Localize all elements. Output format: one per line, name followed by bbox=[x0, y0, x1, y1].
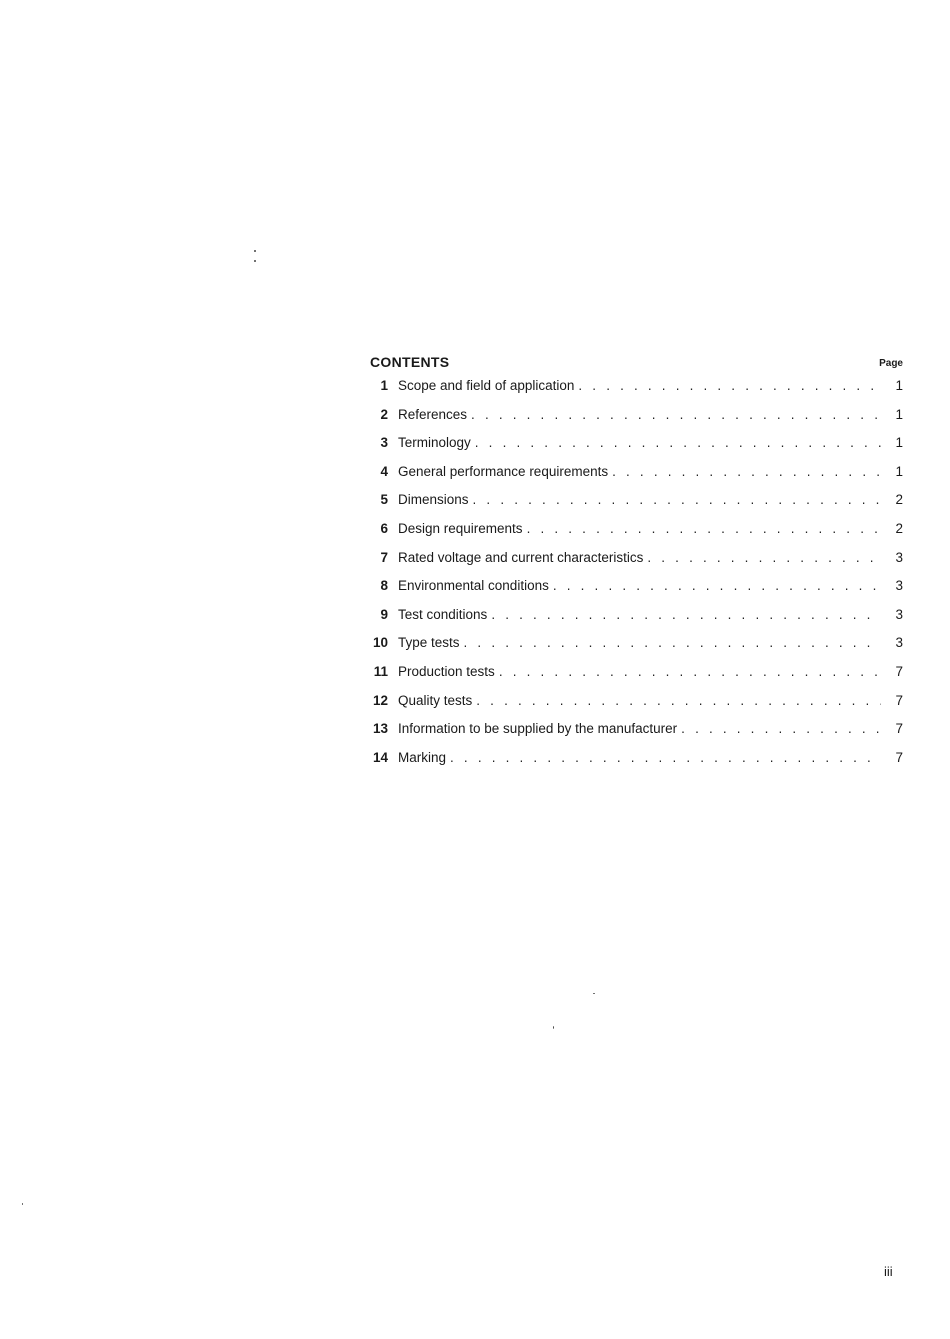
toc-entry[interactable] bbox=[370, 550, 903, 579]
toc-entry-page: 3 bbox=[895, 549, 903, 565]
toc-entry-page: 3 bbox=[895, 606, 903, 622]
toc-entry[interactable] bbox=[370, 750, 903, 779]
toc-dot-leader bbox=[647, 550, 881, 565]
toc-dot-leader bbox=[612, 464, 881, 479]
toc-entry[interactable] bbox=[370, 435, 903, 464]
toc-title: CONTENTS bbox=[370, 354, 450, 370]
toc-entry-number: 13 bbox=[372, 721, 388, 737]
toc-dot-leader bbox=[450, 750, 881, 765]
toc-entry[interactable] bbox=[370, 721, 903, 750]
page-number: iii bbox=[884, 1264, 893, 1279]
toc-dot-leader bbox=[464, 635, 881, 650]
toc-entry-number: 6 bbox=[380, 520, 388, 536]
toc-entry-number: 8 bbox=[380, 578, 388, 594]
toc-entry-page: 3 bbox=[895, 635, 903, 651]
toc-entry-label: Terminology bbox=[398, 435, 471, 451]
toc-dot-leader bbox=[475, 435, 881, 450]
toc-entry-number: 4 bbox=[380, 463, 388, 479]
toc-entry[interactable] bbox=[370, 607, 903, 636]
toc-entry[interactable] bbox=[370, 635, 903, 664]
toc-entry[interactable] bbox=[370, 664, 903, 693]
toc-list bbox=[370, 378, 903, 778]
toc-entry[interactable] bbox=[370, 378, 903, 407]
toc-entry-number: 11 bbox=[373, 663, 388, 679]
scan-speck bbox=[254, 260, 256, 262]
toc-entry-number: 1 bbox=[380, 378, 388, 393]
scan-speck bbox=[22, 1203, 23, 1205]
toc-entry-number: 5 bbox=[380, 492, 388, 508]
toc-entry-page: 2 bbox=[895, 492, 903, 508]
toc-entry-page: 7 bbox=[895, 692, 903, 708]
toc-entry-label: Environmental conditions bbox=[398, 578, 549, 594]
toc-entry-page: 7 bbox=[895, 749, 903, 765]
toc-entry-number: 14 bbox=[372, 749, 388, 765]
scan-speck bbox=[593, 993, 595, 994]
toc-entry-number: 12 bbox=[372, 692, 388, 708]
toc-entry-label: Information to be supplied by the manufacturer bbox=[398, 721, 678, 737]
toc-entry[interactable] bbox=[370, 521, 903, 550]
toc-entry-number: 10 bbox=[372, 635, 388, 651]
toc-entry-page: 1 bbox=[895, 406, 903, 422]
toc-entry-label: Rated voltage and current characteristics bbox=[398, 549, 644, 565]
toc-entry-label: Marking bbox=[398, 749, 447, 765]
toc-page-column-label: Page bbox=[879, 358, 903, 369]
toc-header bbox=[370, 352, 903, 374]
toc-entry-page: 1 bbox=[895, 463, 903, 479]
toc-dot-leader bbox=[681, 721, 881, 736]
toc-entry[interactable] bbox=[370, 693, 903, 722]
toc-entry-label: General performance requirements bbox=[398, 463, 609, 479]
toc-dot-leader bbox=[578, 378, 881, 393]
toc-entry-label: Dimensions bbox=[398, 492, 469, 508]
toc-dot-leader bbox=[527, 521, 881, 536]
toc-dot-leader bbox=[553, 578, 881, 593]
toc-entry-page: 1 bbox=[895, 435, 903, 451]
toc-entry[interactable] bbox=[370, 464, 903, 493]
toc-dot-leader bbox=[476, 693, 881, 708]
toc-dot-leader bbox=[471, 407, 881, 422]
toc-entry-page: 2 bbox=[895, 520, 903, 536]
toc-entry-page: 3 bbox=[895, 578, 903, 594]
toc-entry-number: 7 bbox=[380, 549, 388, 565]
table-of-contents bbox=[370, 352, 903, 778]
toc-entry-label: Scope and field of application bbox=[398, 378, 575, 393]
toc-entry-label: Design requirements bbox=[398, 520, 523, 536]
scan-speck bbox=[553, 1026, 554, 1029]
toc-entry[interactable] bbox=[370, 578, 903, 607]
toc-entry-label: Type tests bbox=[398, 635, 460, 651]
toc-entry-label: Quality tests bbox=[398, 692, 473, 708]
toc-entry-number: 3 bbox=[380, 435, 388, 451]
toc-entry-page: 7 bbox=[895, 721, 903, 737]
toc-entry-number: 2 bbox=[380, 406, 388, 422]
toc-entry-number: 9 bbox=[380, 606, 388, 622]
toc-entry[interactable] bbox=[370, 492, 903, 521]
toc-entry-page: 7 bbox=[895, 663, 903, 679]
toc-entry-label: Production tests bbox=[398, 663, 495, 679]
scan-speck bbox=[254, 250, 256, 252]
toc-entry-label: References bbox=[398, 406, 468, 422]
toc-dot-leader bbox=[499, 664, 881, 679]
toc-entry-page: 1 bbox=[895, 378, 903, 393]
toc-entry[interactable] bbox=[370, 407, 903, 436]
toc-dot-leader bbox=[473, 492, 881, 507]
toc-entry-label: Test conditions bbox=[398, 606, 488, 622]
toc-dot-leader bbox=[491, 607, 881, 622]
